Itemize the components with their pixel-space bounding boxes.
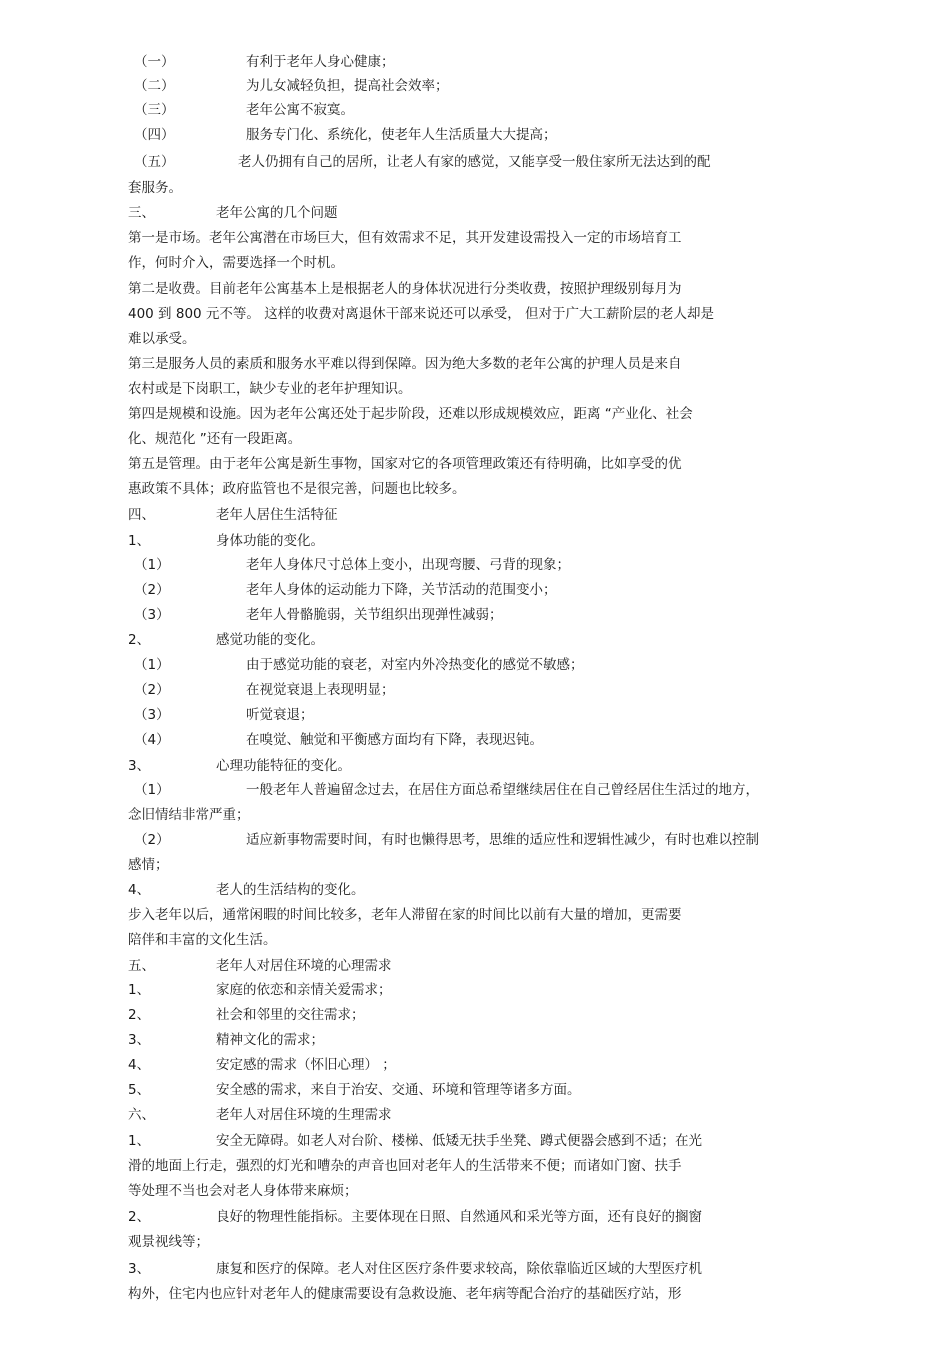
list-marker: 三、 bbox=[128, 205, 155, 221]
line-text: 感觉功能的变化。 bbox=[216, 632, 324, 648]
text-line bbox=[128, 880, 365, 900]
list-marker: （2） bbox=[134, 582, 170, 598]
text-line bbox=[128, 253, 344, 273]
list-marker: （1） bbox=[134, 557, 170, 573]
list-marker: 1、 bbox=[128, 533, 151, 549]
line-text: 由于感觉功能的衰老，对室内外冷热变化的感觉不敏感； bbox=[246, 657, 584, 673]
list-marker: 4、 bbox=[128, 882, 151, 898]
list-marker: （2） bbox=[134, 832, 170, 848]
line-text: 老年人身体尺寸总体上变小，出现弯腰、弓背的现象； bbox=[246, 557, 570, 573]
line-text: 作，何时介入，需要选择一个时机。 bbox=[128, 255, 344, 271]
text-line bbox=[128, 354, 682, 374]
line-text: 400 到 800 元不等。 这样的收费对离退休干部来说还可以承受， 但对于广大工薪阶层的老人却是 bbox=[128, 306, 714, 322]
text-line bbox=[128, 630, 324, 650]
line-text: 老年公寓不寂寞。 bbox=[246, 102, 354, 118]
text-line bbox=[128, 531, 324, 551]
line-text: 老年人对居住环境的生理需求 bbox=[216, 1107, 392, 1123]
text-line bbox=[128, 479, 466, 499]
text-line bbox=[128, 655, 584, 675]
line-text: 第二是收费。目前老年公寓基本上是根据老人的身体状况进行分类收费，按照护理级别每月为 bbox=[128, 281, 682, 297]
text-line bbox=[128, 855, 169, 875]
line-text: 听觉衰退； bbox=[246, 707, 314, 723]
list-marker: （2） bbox=[134, 682, 170, 698]
line-text: 老年人骨骼脆弱，关节组织出现弹性减弱； bbox=[246, 607, 503, 623]
list-marker: 六、 bbox=[128, 1107, 155, 1123]
text-line bbox=[128, 930, 277, 950]
text-line bbox=[128, 1131, 702, 1151]
line-text: 安定感的需求（怀旧心理） ； bbox=[216, 1057, 396, 1073]
text-line bbox=[128, 228, 682, 248]
line-text: 服务专门化、系统化，使老年人生活质量大大提高； bbox=[246, 127, 557, 143]
line-text: 老年人对居住环境的心理需求 bbox=[216, 958, 392, 974]
line-text: 身体功能的变化。 bbox=[216, 533, 324, 549]
text-line bbox=[128, 1080, 581, 1100]
line-text: 陪伴和丰富的文化生活。 bbox=[128, 932, 277, 948]
text-line bbox=[128, 605, 503, 625]
line-text: 心理功能特征的变化。 bbox=[216, 758, 351, 774]
line-text: 适应新事物需要时间，有时也懒得思考，思维的适应性和逻辑性减少，有时也难以控制 bbox=[246, 832, 759, 848]
line-text: 难以承受。 bbox=[128, 331, 196, 347]
line-text: 精神文化的需求； bbox=[216, 1032, 324, 1048]
text-line bbox=[128, 1207, 702, 1227]
list-marker: 3、 bbox=[128, 758, 151, 774]
line-text: 有利于老年人身心健康； bbox=[246, 54, 395, 70]
line-text: 康复和医疗的保障。老人对住区医疗条件要求较高，除依靠临近区域的大型医疗机 bbox=[216, 1261, 702, 1277]
line-text: 第四是规模和设施。因为老年公寓还处于起步阶段，还难以形成规模效应，距离 “产业化、社会 bbox=[128, 406, 693, 422]
list-marker: （三） bbox=[134, 102, 175, 118]
line-text: 感情； bbox=[128, 857, 169, 873]
list-marker: （3） bbox=[134, 707, 170, 723]
line-text: 套服务。 bbox=[128, 180, 182, 196]
line-text: 惠政策不具体；政府监管也不是很完善，问题也比较多。 bbox=[128, 481, 466, 497]
text-line bbox=[128, 1284, 682, 1304]
text-line bbox=[128, 100, 354, 120]
line-text: 滑的地面上行走，强烈的灯光和嘈杂的声音也回对老年人的生活带来不便；而诸如门窗、扶手 bbox=[128, 1158, 682, 1174]
line-text: 念旧情结非常严重； bbox=[128, 807, 250, 823]
list-marker: 4、 bbox=[128, 1057, 151, 1073]
line-text: 步入老年以后，通常闲暇的时间比较多，老年人滞留在家的时间比以前有大量的增加，更需要 bbox=[128, 907, 682, 923]
list-marker: 1、 bbox=[128, 982, 151, 998]
line-text: 在嗅觉、触觉和平衡感方面均有下降，表现迟钝。 bbox=[246, 732, 543, 748]
line-text: 老人仍拥有自己的居所，让老人有家的感觉，又能享受一般住家所无法达到的配 bbox=[238, 154, 711, 170]
text-line bbox=[128, 178, 182, 198]
text-line bbox=[128, 1156, 682, 1176]
text-line bbox=[128, 1055, 396, 1075]
text-line bbox=[128, 52, 395, 72]
list-marker: 1、 bbox=[128, 1133, 151, 1149]
text-line bbox=[128, 429, 301, 449]
text-line bbox=[128, 555, 570, 575]
list-marker: （1） bbox=[134, 782, 170, 798]
line-text: 良好的物理性能指标。主要体现在日照、自然通风和采光等方面，还有良好的搁窗 bbox=[216, 1209, 702, 1225]
list-marker: 3、 bbox=[128, 1032, 151, 1048]
line-text: 为儿女减轻负担，提高社会效率； bbox=[246, 78, 449, 94]
line-text: 第一是市场。老年公寓潜在市场巨大，但有效需求不足，其开发建设需投入一定的市场培育工 bbox=[128, 230, 682, 246]
line-text: 第三是服务人员的素质和服务水平难以得到保障。因为绝大多数的老年公寓的护理人员是来自 bbox=[128, 356, 682, 372]
text-line bbox=[128, 756, 351, 776]
text-line bbox=[128, 705, 314, 725]
text-line bbox=[128, 1105, 392, 1125]
line-text: 家庭的依恋和亲情关爱需求； bbox=[216, 982, 392, 998]
list-marker: （五） bbox=[134, 154, 175, 170]
list-marker: （1） bbox=[134, 657, 170, 673]
text-line bbox=[128, 1005, 365, 1025]
text-line bbox=[128, 1181, 358, 1201]
text-line bbox=[128, 730, 543, 750]
list-marker: 5、 bbox=[128, 1082, 151, 1098]
text-line bbox=[128, 680, 395, 700]
list-marker: 2、 bbox=[128, 632, 151, 648]
line-text: 社会和邻里的交往需求； bbox=[216, 1007, 365, 1023]
text-line bbox=[128, 279, 682, 299]
text-line bbox=[128, 329, 196, 349]
line-text: 老年公寓的几个问题 bbox=[216, 205, 338, 221]
line-text: 等处理不当也会对老人身体带来麻烦； bbox=[128, 1183, 358, 1199]
line-text: 观景视线等； bbox=[128, 1234, 209, 1250]
text-line bbox=[128, 980, 392, 1000]
list-marker: （一） bbox=[134, 54, 175, 70]
line-text: 构外，住宅内也应针对老年人的健康需要设有急救设施、老年病等配合治疗的基础医疗站，形 bbox=[128, 1286, 682, 1302]
list-marker: 四、 bbox=[128, 507, 155, 523]
text-line bbox=[128, 1232, 209, 1252]
text-line bbox=[128, 404, 693, 424]
text-line bbox=[128, 1030, 324, 1050]
list-marker: （四） bbox=[134, 127, 175, 143]
text-line bbox=[128, 830, 759, 850]
text-line bbox=[128, 379, 412, 399]
text-line bbox=[128, 580, 557, 600]
text-line bbox=[128, 76, 449, 96]
line-text: 农村或是下岗职工，缺少专业的老年护理知识。 bbox=[128, 381, 412, 397]
list-marker: 2、 bbox=[128, 1007, 151, 1023]
line-text: 老年人身体的运动能力下降，关节活动的范围变小； bbox=[246, 582, 557, 598]
list-marker: 3、 bbox=[128, 1261, 151, 1277]
text-line bbox=[128, 780, 759, 800]
line-text: 老人的生活结构的变化。 bbox=[216, 882, 365, 898]
text-line bbox=[128, 454, 682, 474]
line-text: 一般老年人普遍留念过去，在居住方面总希望继续居住在自己曾经居住生活过的地方， bbox=[246, 782, 759, 798]
line-text: 老年人居住生活特征 bbox=[216, 507, 338, 523]
line-text: 安全无障碍。如老人对台阶、楼梯、低矮无扶手坐凳、蹲式便器会感到不适；在光 bbox=[216, 1133, 702, 1149]
text-line bbox=[128, 203, 338, 223]
list-marker: 五、 bbox=[128, 958, 155, 974]
text-line bbox=[128, 905, 682, 925]
text-line bbox=[128, 505, 338, 525]
list-marker: （二） bbox=[134, 78, 175, 94]
line-text: 在视觉衰退上表现明显； bbox=[246, 682, 395, 698]
list-marker: （4） bbox=[134, 732, 170, 748]
list-marker: （3） bbox=[134, 607, 170, 623]
text-line bbox=[128, 125, 557, 145]
text-line bbox=[128, 956, 392, 976]
text-line bbox=[128, 805, 250, 825]
list-marker: 2、 bbox=[128, 1209, 151, 1225]
text-line bbox=[128, 152, 711, 172]
line-text: 安全感的需求，来自于治安、交通、环境和管理等诸多方面。 bbox=[216, 1082, 581, 1098]
line-text: 第五是管理。由于老年公寓是新生事物，国家对它的各项管理政策还有待明确，比如享受的优 bbox=[128, 456, 682, 472]
line-text: 化、规范化 ”还有一段距离。 bbox=[128, 431, 302, 447]
text-line bbox=[128, 1259, 702, 1279]
text-line bbox=[128, 304, 714, 324]
